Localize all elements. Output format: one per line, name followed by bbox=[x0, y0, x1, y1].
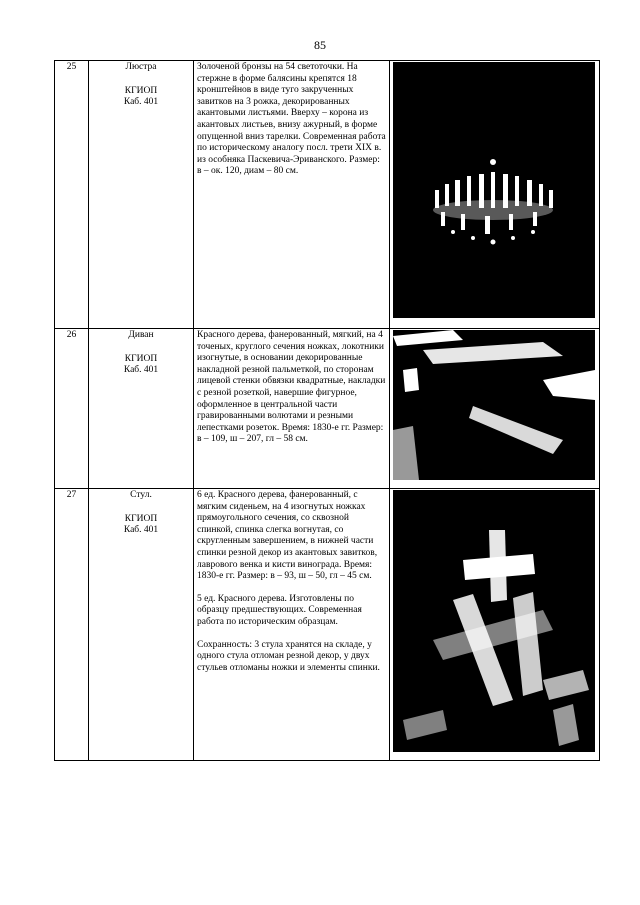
chandelier-photo bbox=[393, 62, 595, 318]
item-room: Каб. 401 bbox=[123, 525, 159, 536]
description-paragraph: 6 ед. Красного дерева, фанерованный, с мягким сиденьем, на 4 изогнутых ножках прямоугольного сечения, со сквозной спинкой, спинка слегка вогнутая, со скругленным завершением, в нижней части спинки резной декор из акантовых завитков, лаврового венка и кисти винограда. Время: 1830-е гг. Размер: в – 93, ш – 50, гл – 45 см. bbox=[197, 490, 378, 582]
item-org: КГИОП bbox=[124, 85, 158, 96]
item-org: КГИОП bbox=[124, 353, 158, 364]
table-row bbox=[55, 61, 600, 329]
inventory-table bbox=[54, 60, 600, 761]
description-paragraph: Красного дерева, фанерованный, мягкий, на 4 точеных, круглого сечения ножках, локотники изогнутые, в основании декорированные накладной резной пальметкой, по сторонам лицевой стенки обвязки квадратные, накладки с резной розеткой, навершие фигурное, оформленное в центральной части гравированными волютами и резными лепестками розеток. Время: 1830-е гг. Размер: в – 109, ш – 207, гл – 58 см. bbox=[197, 330, 386, 445]
item-photo-cell bbox=[390, 329, 600, 489]
row-number: 27 bbox=[55, 489, 89, 761]
item-name: Стул. bbox=[130, 490, 152, 500]
item-description bbox=[194, 329, 390, 489]
item-description bbox=[194, 61, 390, 329]
chair-photo bbox=[393, 490, 595, 752]
item-room: Каб. 401 bbox=[123, 365, 159, 376]
sofa-photo bbox=[393, 330, 595, 480]
item-photo-cell bbox=[390, 61, 600, 329]
item-name: Диван bbox=[128, 330, 154, 340]
item-org: КГИОП bbox=[124, 513, 158, 524]
description-paragraph: 5 ед. Красного дерева. Изготовлены по образцу предшествующих. Современная работа по историческим образцам. bbox=[197, 593, 362, 627]
item-room: Каб. 401 bbox=[123, 97, 159, 108]
page-number: 85 bbox=[314, 38, 326, 52]
table-row bbox=[55, 329, 600, 489]
table-row bbox=[55, 489, 600, 761]
item-name-cell bbox=[89, 489, 194, 761]
item-description bbox=[194, 489, 390, 761]
item-name: Люстра bbox=[125, 62, 157, 72]
description-paragraph: Золоченой бронзы на 54 светоточки. На стержне в форме балясины крепятся 18 кронштейнов в виде туго закрученных завитков на 3 рожка, декорированных акантовыми листьями. Вверху – корона из акантовых листьев, внизу ажурный, в форме опущенной вниз тарелки. Современная работа по историческому аналогу посл. трети XIX в. из особняка Паскевича-Эриванского. Размер: в – ок. 120, диам – 80 см. bbox=[197, 62, 386, 177]
row-number: 26 bbox=[55, 329, 89, 489]
row-number: 25 bbox=[55, 61, 89, 329]
item-name-cell bbox=[89, 329, 194, 489]
item-name-cell bbox=[89, 61, 194, 329]
description-paragraph: Сохранность: 3 стула хранятся на складе, у одного стула отломан резной декор, у двух стульев отломаны ножки и элементы спинки. bbox=[197, 639, 380, 673]
item-photo-cell bbox=[390, 489, 600, 761]
